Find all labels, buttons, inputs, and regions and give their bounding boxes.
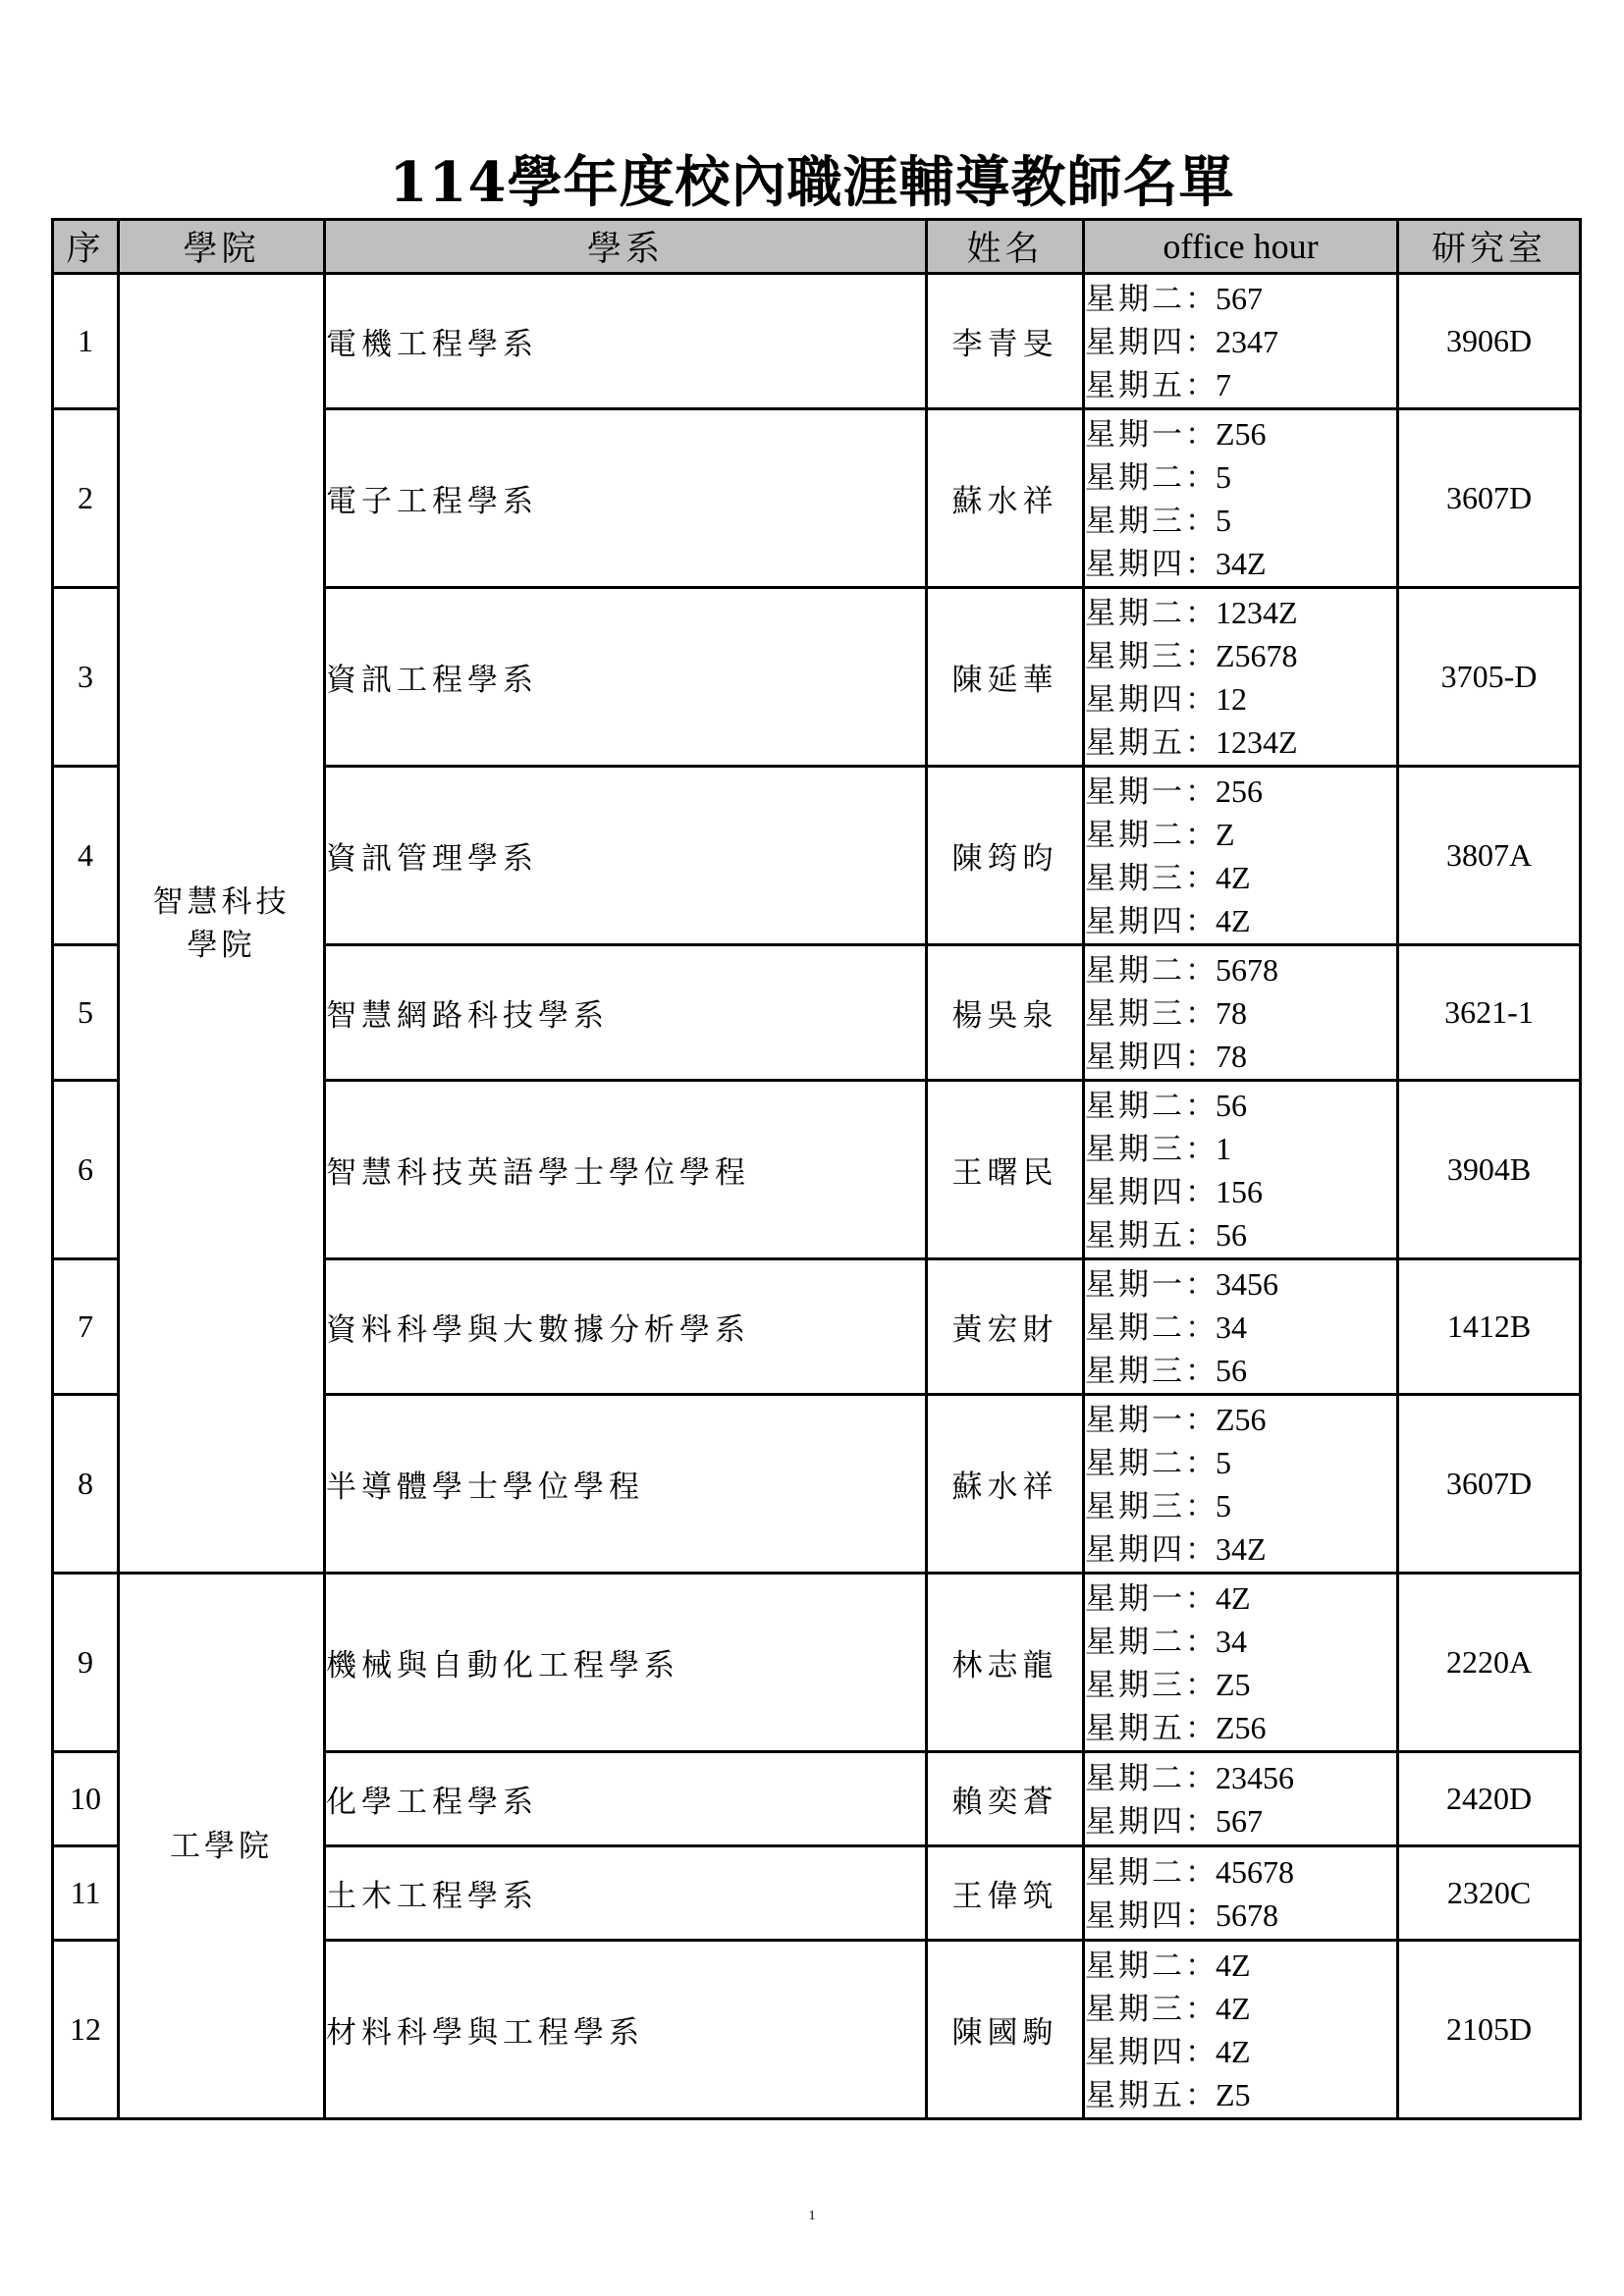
office-hour-periods: 78 bbox=[1216, 1038, 1247, 1074]
office-hour-day: 星期三 bbox=[1085, 1353, 1185, 1389]
department-cell: 半導體學士學位學程 bbox=[325, 1395, 927, 1574]
office-hour-line bbox=[1085, 899, 1396, 942]
office-hour-separator: ： bbox=[1185, 952, 1216, 988]
office-hour-separator: ： bbox=[1185, 1667, 1216, 1703]
office-hour-line bbox=[1085, 277, 1396, 320]
office-hour-line bbox=[1085, 1398, 1396, 1441]
office-hour-separator: ： bbox=[1185, 681, 1216, 718]
office-hour-day: 星期一 bbox=[1085, 774, 1185, 810]
office-hours-cell bbox=[1084, 274, 1398, 409]
office-hour-day: 星期二 bbox=[1085, 281, 1185, 317]
seq-cell: 5 bbox=[53, 945, 119, 1081]
office-hour-periods: 4Z bbox=[1216, 2033, 1251, 2069]
office-hour-separator: ： bbox=[1185, 1531, 1216, 1568]
office-hour-periods: 4Z bbox=[1216, 1947, 1251, 1983]
room-cell: 3607D bbox=[1398, 1395, 1581, 1574]
office-hour-line bbox=[1085, 1213, 1396, 1256]
office-hour-periods: 567 bbox=[1216, 1802, 1263, 1839]
office-hour-separator: ： bbox=[1185, 2034, 1216, 2070]
office-hours-cell bbox=[1084, 767, 1398, 945]
office-hour-periods: 12 bbox=[1216, 680, 1247, 717]
room-cell: 3807A bbox=[1398, 767, 1581, 945]
office-hour-periods: 2347 bbox=[1216, 323, 1278, 359]
advisor-name-cell: 陳國駒 bbox=[927, 1941, 1084, 2119]
office-hour-day: 星期四 bbox=[1085, 1803, 1185, 1840]
room-cell: 2420D bbox=[1398, 1752, 1581, 1846]
seq-cell: 6 bbox=[53, 1081, 119, 1259]
room-cell: 3705-D bbox=[1398, 588, 1581, 767]
office-hour-line bbox=[1085, 677, 1396, 721]
office-hour-day: 星期五 bbox=[1085, 367, 1185, 403]
office-hour-line bbox=[1085, 1035, 1396, 1078]
room-cell: 2105D bbox=[1398, 1941, 1581, 2119]
office-hour-day: 星期四 bbox=[1085, 2034, 1185, 2070]
office-hour-line bbox=[1085, 455, 1396, 499]
header-office-hour: office hour bbox=[1084, 220, 1398, 274]
office-hour-line bbox=[1085, 1441, 1396, 1484]
office-hour-separator: ： bbox=[1185, 1760, 1216, 1796]
office-hour-separator: ： bbox=[1185, 595, 1216, 631]
header-name: 姓名 bbox=[927, 220, 1084, 274]
office-hour-separator: ： bbox=[1185, 1174, 1216, 1210]
advisor-name-cell: 陳延華 bbox=[927, 588, 1084, 767]
office-hour-line bbox=[1085, 1262, 1396, 1306]
office-hour-line bbox=[1085, 1756, 1396, 1799]
office-hour-separator: ： bbox=[1185, 1309, 1216, 1346]
seq-cell: 10 bbox=[53, 1752, 119, 1846]
college-name: 工學院 bbox=[169, 1828, 273, 1864]
department-cell: 智慧網路科技學系 bbox=[325, 945, 927, 1081]
office-hours-cell bbox=[1084, 1259, 1398, 1395]
office-hour-periods: 45678 bbox=[1216, 1853, 1294, 1890]
office-hour-periods: 56 bbox=[1216, 1216, 1247, 1253]
office-hours-cell bbox=[1084, 945, 1398, 1081]
office-hour-day: 星期三 bbox=[1085, 995, 1185, 1032]
office-hour-periods: 156 bbox=[1216, 1173, 1263, 1209]
advisor-name-cell: 楊吳泉 bbox=[927, 945, 1084, 1081]
office-hour-day: 星期四 bbox=[1085, 1174, 1185, 1210]
office-hour-separator: ： bbox=[1185, 903, 1216, 939]
office-hours-cell bbox=[1084, 1395, 1398, 1574]
office-hour-separator: ： bbox=[1185, 1803, 1216, 1840]
office-hour-day: 星期四 bbox=[1085, 681, 1185, 718]
office-hour-line bbox=[1085, 2030, 1396, 2073]
office-hour-line bbox=[1085, 991, 1396, 1035]
office-hour-periods: 5678 bbox=[1216, 1896, 1278, 1933]
office-hour-periods: 78 bbox=[1216, 994, 1247, 1031]
office-hour-periods: 5 bbox=[1216, 458, 1231, 495]
office-hour-periods: 5 bbox=[1216, 1487, 1231, 1523]
office-hour-separator: ： bbox=[1185, 546, 1216, 582]
office-hours-cell bbox=[1084, 1081, 1398, 1259]
office-hour-separator: ： bbox=[1185, 1854, 1216, 1891]
office-hour-separator: ： bbox=[1185, 1624, 1216, 1660]
seq-cell: 1 bbox=[53, 274, 119, 409]
office-hour-periods: Z bbox=[1216, 816, 1235, 852]
office-hour-line bbox=[1085, 1663, 1396, 1706]
office-hour-periods: 256 bbox=[1216, 773, 1263, 809]
office-hour-separator: ： bbox=[1185, 503, 1216, 539]
advisor-name-cell: 王偉筑 bbox=[927, 1846, 1084, 1941]
department-cell: 資料科學與大數據分析學系 bbox=[325, 1259, 927, 1395]
header-row bbox=[53, 220, 1581, 274]
room-cell: 2320C bbox=[1398, 1846, 1581, 1941]
room-cell: 3621-1 bbox=[1398, 945, 1581, 1081]
advisor-name-cell: 王曙民 bbox=[927, 1081, 1084, 1259]
advisor-name-cell: 蘇水祥 bbox=[927, 1395, 1084, 1574]
department-cell: 資訊工程學系 bbox=[325, 588, 927, 767]
office-hour-separator: ： bbox=[1185, 281, 1216, 317]
office-hour-separator: ： bbox=[1185, 1131, 1216, 1167]
office-hour-day: 星期一 bbox=[1085, 1266, 1185, 1303]
office-hours-cell bbox=[1084, 1752, 1398, 1846]
office-hour-separator: ： bbox=[1185, 774, 1216, 810]
department-cell: 機械與自動化工程學系 bbox=[325, 1574, 927, 1752]
advisor-name-cell: 李青旻 bbox=[927, 274, 1084, 409]
office-hour-day: 星期四 bbox=[1085, 1531, 1185, 1568]
department-cell: 化學工程學系 bbox=[325, 1752, 927, 1846]
office-hour-line bbox=[1085, 542, 1396, 585]
office-hour-line bbox=[1085, 721, 1396, 764]
office-hour-periods: 7 bbox=[1216, 366, 1231, 402]
advisor-name-cell: 賴奕蒼 bbox=[927, 1752, 1084, 1846]
office-hour-periods: Z5 bbox=[1216, 2076, 1251, 2112]
office-hour-line bbox=[1085, 2073, 1396, 2116]
office-hour-line bbox=[1085, 1850, 1396, 1894]
office-hour-day: 星期五 bbox=[1085, 1217, 1185, 1254]
office-hour-day: 星期二 bbox=[1085, 1445, 1185, 1481]
office-hour-periods: Z56 bbox=[1216, 1401, 1267, 1437]
office-hour-periods: 34 bbox=[1216, 1308, 1247, 1345]
office-hour-day: 星期一 bbox=[1085, 1580, 1185, 1617]
office-hour-day: 星期一 bbox=[1085, 416, 1185, 453]
office-hour-separator: ： bbox=[1185, 1710, 1216, 1746]
table-row bbox=[53, 274, 1581, 409]
office-hour-separator: ： bbox=[1185, 817, 1216, 853]
office-hour-line bbox=[1085, 591, 1396, 634]
seq-cell: 7 bbox=[53, 1259, 119, 1395]
college-name: 智慧科技學院 bbox=[152, 883, 291, 963]
college-cell bbox=[119, 274, 325, 1574]
office-hour-line bbox=[1085, 1484, 1396, 1527]
office-hour-separator: ： bbox=[1185, 1402, 1216, 1438]
office-hour-separator: ： bbox=[1185, 1580, 1216, 1617]
office-hour-separator: ： bbox=[1185, 2077, 1216, 2113]
department-cell: 材料科學與工程學系 bbox=[325, 1941, 927, 2119]
office-hour-line bbox=[1085, 1170, 1396, 1213]
office-hour-separator: ： bbox=[1185, 416, 1216, 453]
header-room: 研究室 bbox=[1398, 220, 1581, 274]
office-hour-line bbox=[1085, 813, 1396, 856]
office-hour-separator: ： bbox=[1185, 367, 1216, 403]
office-hours-cell bbox=[1084, 588, 1398, 767]
room-cell: 3906D bbox=[1398, 274, 1581, 409]
office-hour-separator: ： bbox=[1185, 1488, 1216, 1524]
office-hour-day: 星期五 bbox=[1085, 2077, 1185, 2113]
office-hours-cell bbox=[1084, 1846, 1398, 1941]
office-hour-day: 星期三 bbox=[1085, 860, 1185, 896]
office-hour-line bbox=[1085, 770, 1396, 813]
office-hour-line bbox=[1085, 1576, 1396, 1620]
office-hours-cell bbox=[1084, 409, 1398, 588]
office-hour-separator: ： bbox=[1185, 1991, 1216, 2027]
page-number: 1 bbox=[808, 2209, 816, 2223]
office-hour-line bbox=[1085, 1944, 1396, 1987]
office-hour-line bbox=[1085, 499, 1396, 542]
office-hours-cell bbox=[1084, 1941, 1398, 2119]
office-hour-line bbox=[1085, 1987, 1396, 2030]
page-title: 114學年度校內職涯輔導教師名單 bbox=[389, 150, 1235, 215]
advisor-name-cell: 蘇水祥 bbox=[927, 409, 1084, 588]
department-cell: 電子工程學系 bbox=[325, 409, 927, 588]
office-hour-periods: 34 bbox=[1216, 1623, 1247, 1659]
room-cell: 3607D bbox=[1398, 409, 1581, 588]
office-hour-periods: 56 bbox=[1216, 1087, 1247, 1123]
office-hour-line bbox=[1085, 856, 1396, 899]
office-hour-day: 星期二 bbox=[1085, 952, 1185, 988]
office-hour-day: 星期三 bbox=[1085, 638, 1185, 674]
office-hour-periods: Z56 bbox=[1216, 1709, 1267, 1745]
office-hour-separator: ： bbox=[1185, 1088, 1216, 1124]
office-hour-day: 星期二 bbox=[1085, 1854, 1185, 1891]
office-hour-separator: ： bbox=[1185, 459, 1216, 496]
office-hour-periods: 567 bbox=[1216, 280, 1263, 316]
office-hour-separator: ： bbox=[1185, 860, 1216, 896]
office-hour-day: 星期五 bbox=[1085, 724, 1185, 761]
table-row bbox=[53, 1574, 1581, 1752]
office-hour-line bbox=[1085, 1084, 1396, 1127]
room-cell: 3904B bbox=[1398, 1081, 1581, 1259]
office-hour-periods: 23456 bbox=[1216, 1759, 1294, 1795]
office-hour-day: 星期四 bbox=[1085, 546, 1185, 582]
office-hour-periods: 1 bbox=[1216, 1130, 1231, 1166]
office-hour-day: 星期二 bbox=[1085, 1088, 1185, 1124]
office-hour-separator: ： bbox=[1185, 1217, 1216, 1254]
seq-cell: 8 bbox=[53, 1395, 119, 1574]
room-cell: 1412B bbox=[1398, 1259, 1581, 1395]
office-hour-separator: ： bbox=[1185, 638, 1216, 674]
office-hour-separator: ： bbox=[1185, 724, 1216, 761]
office-hour-separator: ： bbox=[1185, 324, 1216, 360]
office-hour-periods: 5 bbox=[1216, 502, 1231, 538]
office-hour-periods: 56 bbox=[1216, 1352, 1247, 1388]
office-hour-day: 星期三 bbox=[1085, 1667, 1185, 1703]
office-hour-day: 星期三 bbox=[1085, 1488, 1185, 1524]
office-hour-separator: ： bbox=[1185, 1948, 1216, 1984]
office-hour-day: 星期二 bbox=[1085, 1624, 1185, 1660]
office-hour-separator: ： bbox=[1185, 1897, 1216, 1934]
office-hour-periods: 1234Z bbox=[1216, 594, 1298, 630]
office-hour-periods: 4Z bbox=[1216, 859, 1251, 895]
header-department: 學系 bbox=[325, 220, 927, 274]
office-hour-line bbox=[1085, 1894, 1396, 1937]
header-college: 學院 bbox=[119, 220, 325, 274]
college-cell bbox=[119, 1574, 325, 2119]
office-hour-separator: ： bbox=[1185, 995, 1216, 1032]
table-body bbox=[53, 274, 1581, 2119]
office-hour-line bbox=[1085, 412, 1396, 455]
office-hour-line bbox=[1085, 1620, 1396, 1663]
office-hour-line bbox=[1085, 1799, 1396, 1842]
office-hour-day: 星期二 bbox=[1085, 459, 1185, 496]
office-hour-periods: 4Z bbox=[1216, 1990, 1251, 2026]
advisor-name-cell: 黃宏財 bbox=[927, 1259, 1084, 1395]
office-hour-day: 星期四 bbox=[1085, 324, 1185, 360]
office-hour-day: 星期一 bbox=[1085, 1402, 1185, 1438]
office-hour-line bbox=[1085, 1127, 1396, 1170]
advisor-table bbox=[51, 218, 1582, 2120]
advisor-name-cell: 林志龍 bbox=[927, 1574, 1084, 1752]
seq-cell: 11 bbox=[53, 1846, 119, 1941]
office-hour-periods: 34Z bbox=[1216, 545, 1267, 581]
office-hour-line bbox=[1085, 948, 1396, 991]
office-hour-day: 星期二 bbox=[1085, 1309, 1185, 1346]
office-hour-day: 星期五 bbox=[1085, 1710, 1185, 1746]
department-cell: 智慧科技英語學士學位學程 bbox=[325, 1081, 927, 1259]
office-hour-day: 星期三 bbox=[1085, 1991, 1185, 2027]
office-hour-day: 星期二 bbox=[1085, 1948, 1185, 1984]
department-cell: 土木工程學系 bbox=[325, 1846, 927, 1941]
room-cell: 2220A bbox=[1398, 1574, 1581, 1752]
seq-cell: 12 bbox=[53, 1941, 119, 2119]
office-hour-periods: 4Z bbox=[1216, 902, 1251, 938]
advisor-name-cell: 陳筠昀 bbox=[927, 767, 1084, 945]
seq-cell: 4 bbox=[53, 767, 119, 945]
office-hours-cell bbox=[1084, 1574, 1398, 1752]
office-hour-line bbox=[1085, 1349, 1396, 1392]
office-hour-line bbox=[1085, 1306, 1396, 1349]
office-hour-day: 星期三 bbox=[1085, 1131, 1185, 1167]
office-hour-periods: 3456 bbox=[1216, 1265, 1278, 1302]
office-hour-periods: Z56 bbox=[1216, 415, 1267, 452]
office-hour-day: 星期四 bbox=[1085, 1897, 1185, 1934]
office-hour-day: 星期四 bbox=[1085, 1039, 1185, 1075]
office-hour-line bbox=[1085, 320, 1396, 363]
office-hour-day: 星期二 bbox=[1085, 1760, 1185, 1796]
office-hour-separator: ： bbox=[1185, 1039, 1216, 1075]
office-hour-periods: 34Z bbox=[1216, 1530, 1267, 1567]
department-cell: 電機工程學系 bbox=[325, 274, 927, 409]
office-hour-line bbox=[1085, 1527, 1396, 1571]
office-hour-periods: 5678 bbox=[1216, 951, 1278, 988]
office-hour-line bbox=[1085, 634, 1396, 677]
office-hour-line bbox=[1085, 1706, 1396, 1749]
office-hour-day: 星期二 bbox=[1085, 595, 1185, 631]
seq-cell: 2 bbox=[53, 409, 119, 588]
office-hour-day: 星期四 bbox=[1085, 903, 1185, 939]
office-hour-periods: 4Z bbox=[1216, 1579, 1251, 1616]
office-hour-periods: 5 bbox=[1216, 1444, 1231, 1480]
office-hour-separator: ： bbox=[1185, 1266, 1216, 1303]
office-hour-day: 星期三 bbox=[1085, 503, 1185, 539]
office-hour-periods: Z5 bbox=[1216, 1666, 1251, 1702]
office-hour-line bbox=[1085, 363, 1396, 406]
office-hour-separator: ： bbox=[1185, 1445, 1216, 1481]
header-seq: 序 bbox=[53, 220, 119, 274]
seq-cell: 3 bbox=[53, 588, 119, 767]
department-cell: 資訊管理學系 bbox=[325, 767, 927, 945]
office-hour-periods: 1234Z bbox=[1216, 723, 1298, 760]
seq-cell: 9 bbox=[53, 1574, 119, 1752]
office-hour-day: 星期二 bbox=[1085, 817, 1185, 853]
office-hour-separator: ： bbox=[1185, 1353, 1216, 1389]
office-hour-periods: Z5678 bbox=[1216, 637, 1298, 673]
